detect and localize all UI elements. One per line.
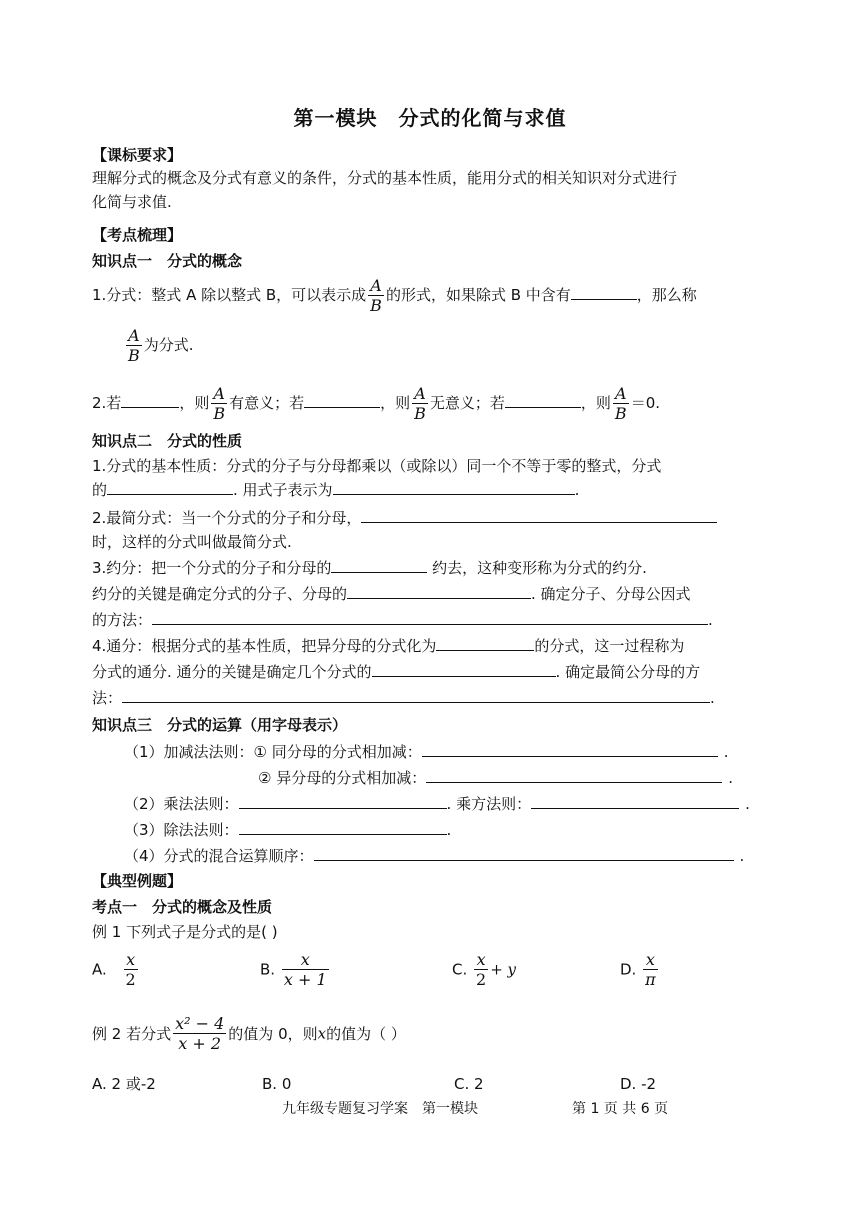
kp1-item2-line [92, 384, 660, 423]
page-title: 第一模块 分式的化简与求值 [293, 106, 567, 130]
kp1-item1-text3: ，那么称 [636, 286, 697, 304]
kp1-item1-text2: 的形式，如果除式 B 中含有 [385, 286, 571, 304]
kp2-line9 [92, 660, 700, 684]
fill-blank[interactable] [331, 556, 427, 573]
kp1-item2-text: ，则 [580, 394, 611, 412]
knowledge-point-1-heading: 知识点一 分式的概念 [92, 252, 243, 270]
fill-blank[interactable] [372, 660, 556, 677]
kp1-item2-text: 2.若 [92, 394, 122, 412]
kp2-text: 的分式，这一过程称为 [534, 637, 685, 655]
example-1-option-c[interactable] [452, 950, 516, 989]
kp2-text: 约去，这种变形称为分式的约分. [427, 559, 647, 577]
kp1-item1-line1 [92, 276, 697, 315]
kp3-text: （1）加减法法则：① 同分母的分式相加减： [124, 743, 422, 761]
fill-blank[interactable] [107, 478, 233, 495]
frac-denominator: 2 [476, 970, 487, 989]
kp3-rule1b [258, 766, 733, 790]
frac-numerator: x [476, 950, 486, 969]
example-2-text: 的值为（ ） [326, 1025, 406, 1043]
fill-blank[interactable] [361, 506, 717, 523]
kp2-text: 法： [92, 689, 123, 707]
frac-denominator: B [128, 346, 140, 365]
fill-blank[interactable] [333, 478, 575, 495]
knowledge-point-2-heading: 知识点二 分式的性质 [92, 432, 243, 450]
kp3-dot: . [739, 847, 745, 865]
example-2-option-b[interactable]: B. 0 [262, 1075, 292, 1093]
section-heading-standards: 【课标要求】 [92, 146, 183, 164]
footer-page-number: 第 1 页 共 6 页 [572, 1101, 669, 1117]
frac-numerator: x [645, 950, 655, 969]
kp2-line8 [92, 634, 684, 658]
option-b-fraction [282, 950, 329, 989]
fill-blank[interactable] [122, 686, 710, 703]
kp2-text: . [708, 611, 713, 629]
option-label: C. [452, 960, 468, 979]
fraction-a-over-b [368, 276, 384, 315]
example-1-question: 例 1 下列式子是分式的是( ) [92, 923, 278, 941]
fill-blank[interactable] [239, 818, 447, 835]
option-label: A. [92, 960, 107, 979]
frac-denominator: B [414, 404, 426, 423]
frac-numerator: A [213, 384, 225, 403]
standards-text-line2: 化简与求值. [92, 193, 172, 211]
fraction-a-over-b [126, 326, 142, 365]
example-2-option-c[interactable]: C. 2 [454, 1075, 484, 1093]
kp2-text: 分式的通分. 通分的关键是确定几个分式的 [92, 663, 372, 681]
option-a-fraction [124, 950, 138, 989]
variable-x: x [317, 1024, 327, 1043]
kp3-text: （2）乘法法则： [124, 795, 239, 813]
option-d-fraction [643, 950, 658, 989]
kp2-line3 [92, 506, 717, 530]
kp3-text: . 乘方法则： [446, 795, 532, 813]
kp2-text: 4.通分：根据分式的基本性质，把异分母的分式化为 [92, 637, 437, 655]
footer-title: 九年级专题复习学案 第一模块 [282, 1101, 478, 1117]
kp2-text: . 确定分子、分母公因式 [531, 585, 691, 603]
kp2-text: 2.最简分式：当一个分式的分子和分母， [92, 509, 362, 527]
fill-blank[interactable] [152, 608, 708, 625]
frac-denominator: x + 2 [173, 1033, 226, 1053]
kp2-text: 约分的关键是确定分式的分子、分母的 [92, 585, 348, 603]
example-2-question [92, 1014, 406, 1053]
fill-blank[interactable] [314, 844, 734, 861]
kp2-line2 [92, 478, 579, 502]
fill-blank[interactable] [531, 792, 739, 809]
kp2-text: . 用式子表示为 [233, 481, 333, 499]
example-1-option-b[interactable] [260, 950, 331, 989]
section-heading-review: 【考点梳理】 [92, 226, 183, 244]
fill-blank[interactable] [304, 391, 380, 408]
frac-denominator: B [370, 296, 382, 315]
knowledge-point-3-heading: 知识点三 分式的运算（用字母表示） [92, 716, 348, 734]
option-c-fraction [474, 950, 488, 989]
frac-denominator: π [645, 970, 656, 989]
option-label: B. [260, 960, 276, 979]
kp2-text: 3.约分：把一个分式的分子和分母的 [92, 559, 332, 577]
example-2-text: 例 2 若分式 [92, 1025, 172, 1043]
kp3-rule1 [124, 740, 729, 764]
frac-numerator: x [300, 950, 310, 969]
fill-blank[interactable] [121, 391, 179, 408]
kp2-line5 [92, 556, 647, 580]
kp3-rule3 [124, 818, 451, 842]
fraction-a-over-b [613, 384, 629, 423]
kp3-rule4 [124, 844, 744, 868]
fill-blank[interactable] [426, 766, 722, 783]
frac-denominator: B [213, 404, 226, 423]
kp3-text: （3）除法法则： [124, 821, 239, 839]
kp1-item2-text: ，则 [179, 394, 210, 412]
option-c-plus-y: + y [490, 960, 517, 979]
kp1-item1-text4: 为分式. [143, 336, 194, 354]
kp2-line10 [92, 686, 715, 710]
kp1-item2-text: 有意义；若 [229, 394, 305, 412]
standards-text-line1: 理解分式的概念及分式有意义的条件，分式的基本性质，能用分式的相关知识对分式进行 [92, 169, 678, 187]
kp3-text: ② 异分母的分式相加减： [258, 769, 427, 787]
kp3-text: . [446, 821, 452, 839]
kp1-item1-text: 1.分式：整式 A 除以整式 B，可以表示成 [92, 286, 367, 304]
kp3-dot: . [745, 795, 750, 813]
frac-denominator: B [614, 404, 627, 423]
example-2-text: 的值为 0，则 [228, 1025, 318, 1043]
kp2-line4: 时，这样的分式叫做最简分式. [92, 533, 292, 551]
kp3-dot: . [723, 743, 729, 761]
kp2-text: . 确定最简公分母的方 [555, 663, 701, 681]
kp2-text: . [574, 481, 580, 499]
kp1-item2-text: ，则 [380, 394, 411, 412]
fill-blank[interactable] [436, 634, 534, 651]
example-2-option-a[interactable]: A. 2 或-2 [92, 1075, 156, 1093]
example-2-fraction [173, 1014, 226, 1053]
fill-blank[interactable] [347, 582, 531, 599]
example-2-option-d[interactable]: D. -2 [620, 1075, 657, 1093]
fill-blank[interactable] [239, 792, 447, 809]
example-1-option-a[interactable] [92, 950, 140, 989]
frac-denominator: x + 1 [283, 970, 327, 989]
kp2-text: 的方法： [92, 611, 153, 629]
example-1-option-d[interactable] [620, 950, 660, 989]
kp1-item2-text: 无意义；若 [429, 394, 505, 412]
fraction-a-over-b [211, 384, 227, 423]
frac-numerator: x² − 4 [175, 1014, 225, 1033]
option-label: D. [620, 960, 637, 979]
frac-denominator: 2 [125, 970, 136, 989]
frac-numerator: A [615, 384, 627, 403]
kp1-item2-text: ＝0. [630, 394, 660, 412]
fill-blank[interactable] [505, 391, 581, 408]
kp2-line6 [92, 582, 691, 606]
frac-numerator: A [128, 326, 140, 345]
frac-numerator: A [414, 384, 426, 403]
kp2-line1: 1.分式的基本性质：分式的分子与分母都乘以（或除以）同一个不等于零的整式，分式 [92, 457, 662, 475]
fill-blank[interactable] [422, 740, 718, 757]
frac-numerator: A [370, 276, 382, 295]
exam-point-1-heading: 考点一 分式的概念及性质 [92, 898, 273, 916]
section-heading-examples: 【典型例题】 [92, 872, 183, 890]
kp2-line7 [92, 608, 713, 632]
fraction-a-over-b [412, 384, 428, 423]
kp3-text: （4）分式的混合运算顺序： [124, 847, 314, 865]
kp3-dot: . [728, 769, 733, 787]
kp2-text: . [710, 689, 715, 707]
fill-blank[interactable] [571, 283, 637, 300]
frac-numerator: x [126, 950, 136, 969]
kp1-item1-line2 [124, 326, 194, 365]
kp2-text: 的 [92, 481, 108, 499]
kp3-rule2 [124, 792, 750, 816]
